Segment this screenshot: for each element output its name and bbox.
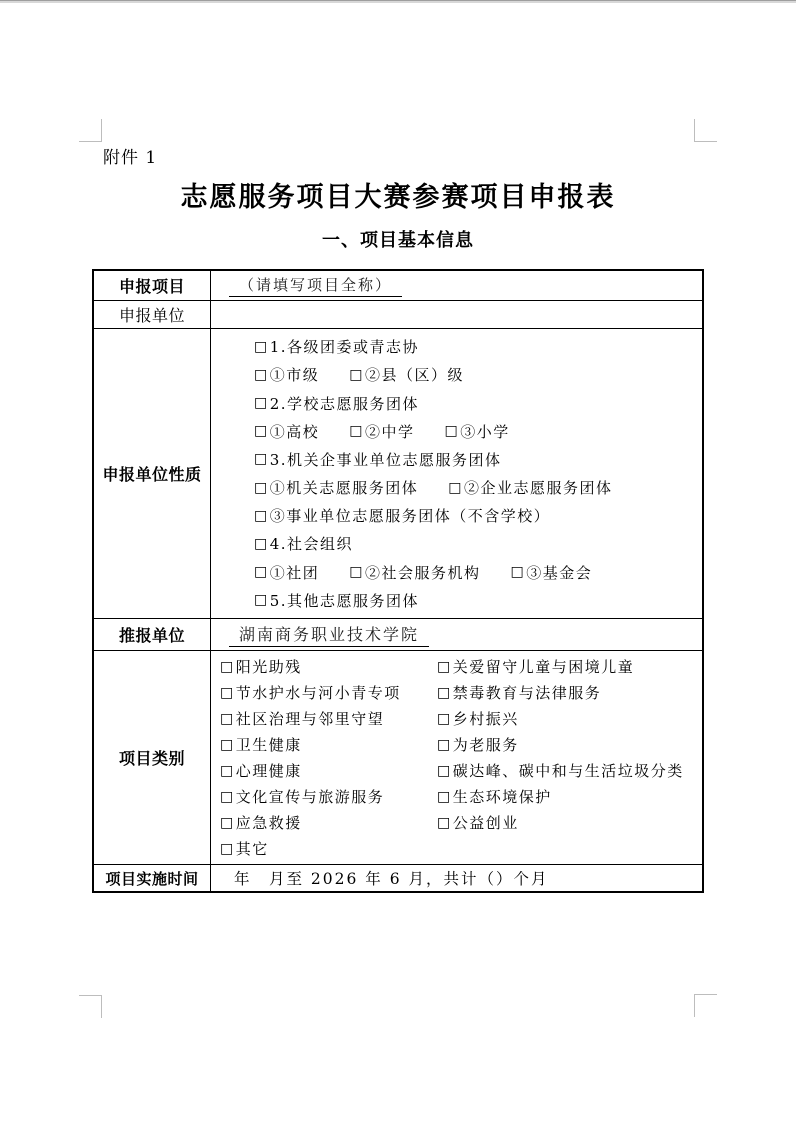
category-cell [437,812,702,833]
applicant-unit-label: 申报单位 [94,301,211,328]
checkbox[interactable]: □ [220,762,235,779]
project-name-label: 申报项目 [94,271,211,300]
checkbox-label: 为老服务 [452,736,519,754]
implementation-time-cell [211,865,702,891]
margin-mark-bottom-left [79,995,102,1018]
form-row-applicant-unit [94,300,702,328]
category-options [211,651,702,864]
checkbox-label: 1.各级团委或青志协 [269,338,420,357]
category-cell [220,786,437,807]
category-cell [437,760,702,781]
checkbox-line [254,393,702,414]
checkbox-option [349,421,414,442]
checkbox[interactable]: □ [254,395,269,412]
checkbox-option [254,505,550,526]
checkbox-option [349,562,480,583]
checkbox-label: 4.社会组织 [269,535,354,554]
category-cell [220,734,437,755]
checkbox-option [254,336,419,357]
project-category-cell [211,651,702,864]
category-cell [220,812,437,833]
checkbox-option [437,656,634,677]
checkbox[interactable]: □ [220,840,235,857]
category-cell [220,838,437,859]
checkbox-label: 心理健康 [235,762,302,780]
checkbox-option [254,393,419,414]
category-cell [220,682,437,703]
checkbox-option [220,760,302,781]
checkbox-option [254,477,418,498]
unit-nature-options [211,329,702,618]
category-cell [220,760,437,781]
checkbox-label: 碳达峰、碳中和与生活垃圾分类 [452,762,684,780]
checkbox-line [254,505,702,526]
checkbox-option [220,838,269,859]
checkbox-option [437,734,519,755]
checkbox[interactable]: □ [437,736,452,753]
checkbox[interactable]: □ [349,564,364,581]
checkbox-option [437,682,601,703]
checkbox-label: 生态环境保护 [452,788,552,806]
checkbox-option [437,812,519,833]
checkbox-label: 卫生健康 [235,736,302,754]
checkbox[interactable]: □ [254,451,269,468]
attachment-label: 附件 1 [103,148,158,168]
checkbox[interactable]: □ [437,710,452,727]
checkbox-label: 社区治理与邻里守望 [235,710,385,728]
checkbox[interactable]: □ [349,423,364,440]
form-row-project-name [94,271,702,300]
checkbox-option [254,421,319,442]
application-form-table [92,269,704,893]
category-cell [437,786,702,807]
recommending-unit-label: 推报单位 [94,619,211,650]
checkbox-label: 公益创业 [452,814,519,832]
implementation-time-value: 年 月至 2026 年 6 月，共计（）个月 [234,870,549,888]
checkbox-option [437,786,552,807]
checkbox-label: ②中学 [364,422,415,441]
unit-nature-cell [211,329,702,618]
checkbox-line [254,477,702,498]
checkbox[interactable]: □ [220,658,235,675]
checkbox-option [254,364,319,385]
checkbox[interactable]: □ [254,592,269,609]
checkbox-line [254,421,702,442]
checkbox[interactable]: □ [254,507,269,524]
checkbox[interactable]: □ [254,564,269,581]
category-cell [220,708,437,729]
checkbox-option [220,812,302,833]
checkbox[interactable]: □ [220,814,235,831]
checkbox-line [254,590,702,611]
checkbox-label: ③事业单位志愿服务团体（不含学校） [269,507,551,526]
checkbox-line [254,562,702,583]
checkbox-label: 5.其他志愿服务团体 [269,591,420,610]
checkbox-option [220,786,384,807]
checkbox[interactable]: □ [254,366,269,383]
checkbox-option [445,421,510,442]
checkbox-option [437,708,519,729]
checkbox[interactable]: □ [510,564,526,581]
form-row-recommending-unit [94,618,702,650]
checkbox-option [220,708,384,729]
checkbox-label: ①机关志愿服务团体 [269,479,419,498]
category-cell [437,708,702,729]
checkbox[interactable]: □ [220,684,235,701]
margin-mark-top-right [694,119,717,142]
checkbox-option [254,562,319,583]
checkbox[interactable]: □ [437,658,452,675]
checkbox-label: 阳光助残 [235,658,302,676]
category-cell [437,656,702,677]
checkbox[interactable]: □ [254,423,269,440]
checkbox-option [254,449,502,470]
category-cell [220,656,437,677]
checkbox-line [254,449,702,470]
checkbox[interactable]: □ [437,814,452,831]
margin-mark-bottom-right [694,994,717,1017]
checkbox[interactable]: □ [437,788,452,805]
checkbox-label: ②县（区）级 [364,366,464,385]
checkbox-label: ③小学 [460,422,510,441]
checkbox[interactable]: □ [254,338,269,355]
checkbox-label: ③基金会 [526,563,593,582]
checkbox-option [254,590,419,611]
checkbox-line [254,364,702,385]
checkbox-option [220,656,302,677]
form-row-project-category [94,650,702,864]
checkbox-label: 3.机关企事业单位志愿服务团体 [269,450,502,469]
checkbox[interactable]: □ [437,684,452,701]
checkbox-label: 关爱留守儿童与困境儿童 [452,658,635,676]
unit-nature-label: 申报单位性质 [94,329,211,618]
checkbox-label: ①高校 [269,422,320,441]
checkbox-label: ①社团 [269,563,320,582]
checkbox-option [448,477,612,498]
checkbox-label: ②企业志愿服务团体 [463,479,613,498]
checkbox[interactable]: □ [437,762,452,779]
margin-mark-top-left [79,119,102,142]
document-title: 志愿服务项目大赛参赛项目申报表 [180,182,616,213]
project-name-cell [211,271,702,300]
recommending-unit-cell [211,619,702,650]
checkbox[interactable]: □ [254,479,269,496]
checkbox-option [437,760,684,781]
applicant-unit-field[interactable] [211,301,702,328]
form-row-implementation-time [94,864,702,891]
checkbox-option [254,533,353,554]
checkbox[interactable]: □ [444,423,460,440]
category-cell [437,682,702,703]
checkbox-label: 文化宣传与旅游服务 [235,788,385,806]
project-category-label: 项目类别 [94,651,211,864]
implementation-time-label: 项目实施时间 [94,865,211,891]
checkbox-line [254,336,702,357]
checkbox-label: 禁毒教育与法律服务 [452,684,602,702]
recommending-unit-field[interactable]: 湖南商务职业技术学院 [229,622,429,647]
checkbox[interactable]: □ [448,479,463,496]
page-top-edge [0,0,796,3]
checkbox[interactable]: □ [254,535,269,552]
checkbox-label: 2.学校志愿服务团体 [269,394,420,413]
checkbox[interactable]: □ [349,366,364,383]
checkbox-label: 其它 [235,840,269,858]
section-title: 一、项目基本信息 [322,230,474,251]
checkbox-label: 乡村振兴 [452,710,519,728]
checkbox[interactable]: □ [220,788,235,805]
checkbox-label: 节水护水与河小青专项 [235,684,401,702]
category-cell [437,838,702,859]
checkbox[interactable]: □ [220,736,235,753]
checkbox-label: 应急救援 [235,814,302,832]
applicant-unit-cell [211,301,702,328]
checkbox-option [511,562,593,583]
checkbox-label: ②社会服务机构 [364,563,481,582]
project-name-field[interactable]: （请填写项目全称） [229,274,402,297]
checkbox-option [220,734,302,755]
form-row-unit-nature [94,328,702,618]
checkbox-option [349,364,464,385]
checkbox-line [254,533,702,554]
category-cell [437,734,702,755]
checkbox[interactable]: □ [220,710,235,727]
checkbox-option [220,682,401,703]
checkbox-label: ①市级 [269,366,320,385]
